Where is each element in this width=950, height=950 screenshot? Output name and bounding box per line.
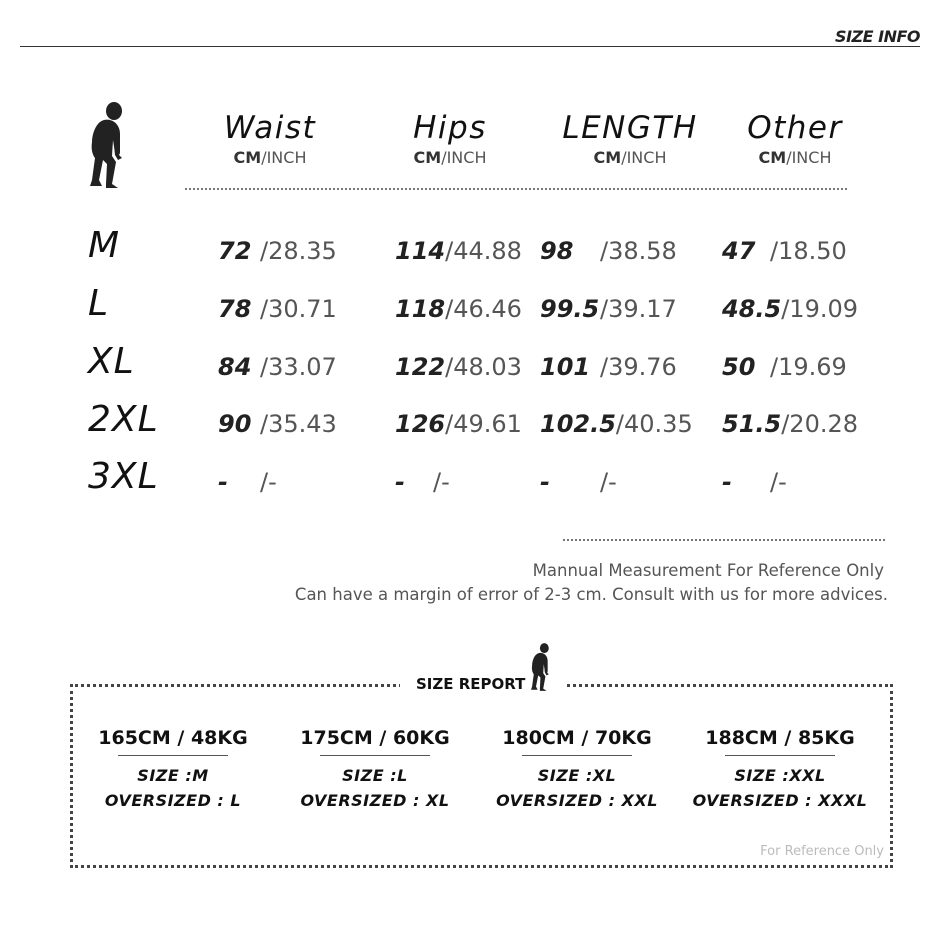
- recommended-size: SIZE :XL: [537, 766, 617, 785]
- table-cell: 98 /38.58: [540, 237, 677, 265]
- size-label-m: M: [88, 225, 121, 266]
- table-cell: 47 /18.50: [722, 237, 847, 265]
- table-cell: - /-: [722, 468, 787, 496]
- column-unit: CM/INCH: [758, 148, 832, 167]
- table-cell: - /-: [218, 468, 277, 496]
- table-cell: 84 /33.07: [218, 353, 337, 381]
- column-unit: CM/INCH: [413, 148, 487, 167]
- table-cell: 114/44.88: [395, 237, 522, 265]
- size-report-title: SIZE REPORT: [416, 675, 526, 693]
- table-cell: 122/48.03: [395, 353, 522, 381]
- entry-underline: [118, 755, 228, 756]
- table-cell: 48.5/19.09: [722, 295, 859, 323]
- walking-man-small-icon: [526, 642, 556, 692]
- recommended-size: SIZE :M: [137, 766, 209, 785]
- entry-underline: [320, 755, 430, 756]
- note-line-1: Mannual Measurement For Reference Only: [532, 561, 884, 580]
- entry-underline: [522, 755, 632, 756]
- table-cell: 99.5/39.17: [540, 295, 677, 323]
- size-label-3xl: 3XL: [88, 456, 159, 497]
- column-unit: CM/INCH: [233, 148, 307, 167]
- oversized-size: OVERSIZED : L: [104, 791, 242, 810]
- height-weight: 175CM / 60KG: [300, 727, 450, 749]
- size-report-entry: [487, 727, 667, 810]
- header-dotted-divider: [185, 188, 847, 190]
- size-label-l: L: [88, 283, 110, 324]
- table-cell: 102.5/40.35: [540, 410, 693, 438]
- note-line-2: Can have a margin of error of 2-3 cm. Consult with us for more advices.: [294, 585, 888, 604]
- height-weight: 180CM / 70KG: [502, 727, 652, 749]
- walking-man-icon: [82, 100, 134, 190]
- table-cell: - /-: [540, 468, 617, 496]
- column-title: Hips: [413, 110, 487, 146]
- table-cell: 78 /30.71: [218, 295, 337, 323]
- table-cell: 118/46.46: [395, 295, 522, 323]
- column-unit: CM/INCH: [593, 148, 667, 167]
- column-title: Other: [747, 110, 843, 146]
- column-header-hips: [365, 110, 535, 167]
- table-cell: 51.5/20.28: [722, 410, 859, 438]
- size-report-entry: [285, 727, 465, 810]
- table-cell: 101 /39.76: [540, 353, 677, 381]
- oversized-size: OVERSIZED : XXL: [496, 791, 658, 810]
- entry-underline: [725, 755, 835, 756]
- column-title: LENGTH: [562, 110, 698, 146]
- notes-dotted-divider: [563, 539, 885, 541]
- reference-footnote: For Reference Only: [760, 844, 884, 859]
- size-report-entry: [83, 727, 263, 810]
- header-divider: [20, 46, 920, 47]
- recommended-size: SIZE :L: [342, 766, 408, 785]
- table-cell: 72 /28.35: [218, 237, 337, 265]
- size-info-title: SIZE INFO: [835, 27, 920, 46]
- table-cell: 126/49.61: [395, 410, 522, 438]
- size-label-2xl: 2XL: [88, 399, 159, 440]
- column-header-length: [545, 110, 715, 167]
- table-cell: 50 /19.69: [722, 353, 847, 381]
- column-title: Waist: [223, 110, 317, 146]
- recommended-size: SIZE :XXL: [734, 766, 826, 785]
- column-header-waist: [185, 110, 355, 167]
- oversized-size: OVERSIZED : XL: [300, 791, 450, 810]
- height-weight: 188CM / 85KG: [705, 727, 855, 749]
- column-header-other: [710, 110, 880, 167]
- size-report-entry: [690, 727, 870, 810]
- oversized-size: OVERSIZED : XXXL: [692, 791, 868, 810]
- height-weight: 165CM / 48KG: [98, 727, 248, 749]
- size-label-xl: XL: [88, 341, 135, 382]
- table-cell: - /-: [395, 468, 450, 496]
- table-cell: 90 /35.43: [218, 410, 337, 438]
